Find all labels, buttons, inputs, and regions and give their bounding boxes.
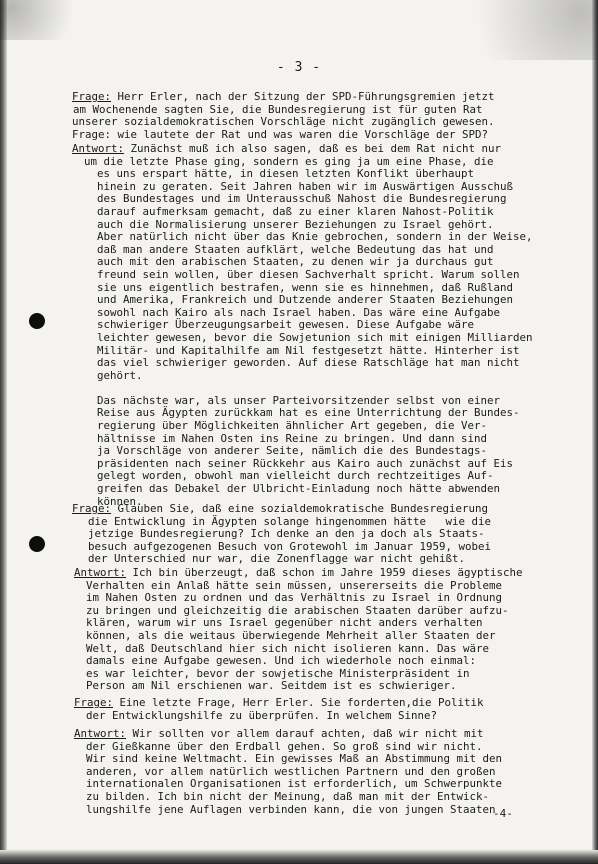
answer-block (72, 143, 533, 508)
question-first-line: Glauben Sie, daß eine sozialdemokratische Bundesregierung (111, 502, 489, 515)
answer-label: Antwort: (74, 566, 127, 579)
punch-hole (29, 536, 45, 552)
scan-speckle (0, 0, 110, 40)
page-number: - 3 - (276, 60, 322, 75)
punch-hole (29, 313, 45, 329)
question-label: Frage: (72, 90, 112, 103)
answer-label: Antwort: (74, 727, 127, 740)
scan-edge-left (0, 0, 7, 864)
scan-edge-right (592, 0, 598, 864)
question-label: Frage: (72, 502, 112, 515)
scan-edge-bottom (0, 850, 598, 864)
continuation-marker: -4- (493, 807, 513, 820)
question-first-line: Herr Erler, nach der Sitzung der SPD-Führungsgremien jetzt (111, 90, 495, 103)
answer-label: Antwort: (72, 142, 125, 155)
question-label: Frage: (74, 696, 114, 709)
question-first-line: Eine letzte Frage, Herr Erler. Sie forderten,die Politik (113, 696, 484, 709)
answer-first-line: Wir sollten vor allem darauf achten, daß wir nicht mit (126, 727, 484, 740)
answer-block (74, 567, 523, 693)
answer-first-line: Zunächst muß ich also sagen, daß es bei dem Rat nicht nur (124, 142, 502, 155)
answer-block (74, 728, 502, 816)
question-text: die Entwicklung in Ägypten solange hingenommen hätte wie die jetzige Bundesregierung? Ich denke an den ja doch als Staats- besuch aufgezogenen Besuch von Grotewohl im Januar 1959, wobei der Unterschied nur war, die Zonenflagge war nicht gehißt. (88, 514, 492, 566)
question-block (72, 503, 491, 566)
question-text: der Entwicklungshilfe zu überprüfen. In welchem Sinne? (86, 708, 438, 722)
answer-text: Verhalten ein Anlaß hätte sein müssen, unsererseits die Probleme im Nahen Osten zu ordnen und das Verhältnis zu Israel in Ordnung zu bringen und gleichzeitig die arabischen Staaten darüber aufzu- klären, warum wir uns Israel gegenüber nicht anders verhalten können, als die weitaus überwiegende Mehrheit aller Staaten der Welt, daß Deutschland hier sich nicht isolieren kann. Das wäre damals eine Aufgabe gewesen. Und ich wiederhole noch einmal: es war leichter, bevor der sowjetische Ministerpräsident in Person am Nil erschienen war. Seitdem ist es schwieriger. (86, 578, 509, 693)
question-block (74, 697, 484, 722)
scan-speckle (428, 0, 598, 60)
answer-text: um die letzte Phase ging, sondern es ging ja um eine Phase, die es uns erspart hätte, in diesen letzten Konflikt überhaupt hinein zu geraten. Seit Jahren haben wir im Auswärtigen Ausschuß des Bundestages und im Unterausschuß Nahost die Bundesregierung darauf aufmerksam gemacht, daß zu einer klaren Nahost-Politik auch die Normalisierung unserer Beziehungen zu Israel gehört. Aber natürlich nicht über das Knie gebrochen, sondern in der Weise, daß man andere Staaten aufklärt, welche Bedeutung das hat und auch mit den arabischen Staaten, zu denen wir ja durchaus gut freund sein wollen, über diesen Sachverhalt spricht. Warum sollen sie uns eigentlich bestrafen, wenn sie es hinnehmen, daß Rußland und Amerika, Frankreich und Dutzende anderer Staaten Beziehungen sowohl nach Kairo als nach Israel haben. Das wäre eine Aufgabe schwieriger Überzeugungsarbeit gewesen. Diese Aufgabe wäre leichter gewesen, bevor die Sowjetunion sich mit einigen Milliarden Militär- und Kapitalhilfe am Nil festgesetzt hätte. Hinterher ist das viel schwieriger geworden. Auf diese Ratschläge hat man nicht gehört. Das nächste war, als unser Parteivorsitzender selbst von einer Reise aus Ägypten zurückkam hat es eine Unterrichtung der Bundes- regierung über Möglichkeiten ähnlicher Art gegeben, die Ver- hältnisse im Nahen Osten ins Reine zu bringen. Und dann sind ja Vorschläge von anderer Seite, nämlich die des Bundestags- präsidenten nach seiner Rückkehr aus Kairo auch zunächst auf Eis gelegt worden, obwohl man vielleicht durch rechtzeitiges Auf- greifen das Debakel der Ulbricht-Einladung noch hätte abwenden können. (84, 154, 533, 508)
question-block (72, 91, 495, 141)
question-text: am Wochenende sagten Sie, die Bundesregierung ist für guten Rat unserer sozialdemokratischen Vorschläge nicht zugänglich gewesen. Frage: wie lautete der Rat und was waren die Vorschläge der SPD? (72, 102, 495, 141)
answer-text: der Gießkanne über den Erdball gehen. So groß sind wir nicht. Wir sind keine Weltmacht. Ein gewisses Maß an Abstimmung mit den anderen, vor allem natürlich westlichen Partnern und den großen internationalen Organisationen ist erforderlich, um Schwerpunkte zu bilden. Ich bin nicht der Meinung, daß man mit der Entwick- lungshilfe jene Auflagen verbinden kann, die von jungen Staaten (86, 739, 503, 816)
answer-first-line: Ich bin überzeugt, daß schon im Jahre 1959 dieses ägyptische (126, 566, 523, 579)
